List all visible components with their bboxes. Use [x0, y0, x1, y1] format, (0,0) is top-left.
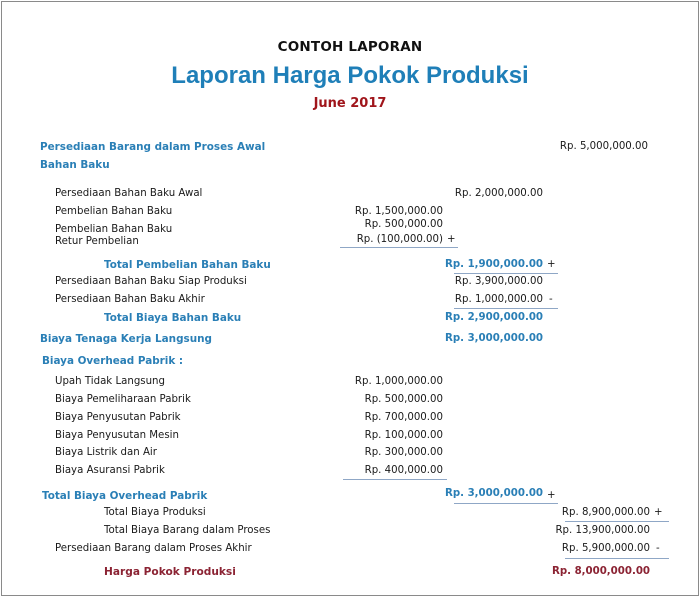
overhead-underline	[343, 479, 447, 480]
raw-begin-label: Persediaan Bahan Baku Awal	[55, 188, 203, 199]
raw-available-label: Persediaan Bahan Baku Siap Produksi	[55, 276, 247, 287]
total-production-underline	[565, 521, 669, 522]
total-overhead-underline	[454, 503, 558, 504]
raw-material-section: Bahan Baku	[40, 159, 110, 171]
total-production-amount: Rp. 8,900,000.00	[561, 507, 650, 518]
overhead-section: Biaya Overhead Pabrik :	[42, 355, 184, 367]
total-raw-label: Total Biaya Bahan Baku	[104, 312, 242, 324]
overhead-item-label: Biaya Pemeliharaan Pabrik	[55, 394, 191, 405]
total-overhead-operator: +	[547, 490, 556, 501]
total-purchase-amount: Rp. 1,900,000.00	[445, 259, 543, 270]
total-overhead-amount: Rp. 3,000,000.00	[445, 488, 543, 499]
raw-begin-amount: Rp. 2,000,000.00	[454, 188, 543, 199]
wip-begin-label: Persediaan Barang dalam Proses Awal	[40, 141, 266, 153]
overhead-item-amount: Rp. 700,000.00	[364, 412, 443, 423]
overhead-item-label: Biaya Penyusutan Mesin	[55, 430, 179, 441]
purchase-return-amount: Rp. (100,000.00)	[356, 234, 443, 245]
wip-end-label: Persediaan Barang dalam Proses Akhir	[55, 543, 252, 554]
total-purchase-operator: +	[547, 259, 556, 270]
purchase-underline	[340, 247, 458, 248]
total-production-label: Total Biaya Produksi	[104, 507, 206, 518]
purchase-2-label: Pembelian Bahan Baku	[55, 224, 173, 235]
total-raw-amount: Rp. 2,900,000.00	[445, 312, 543, 323]
raw-end-label: Persediaan Bahan Baku Akhir	[55, 294, 205, 305]
overhead-item-label: Biaya Asuransi Pabrik	[55, 465, 165, 476]
cogm-amount: Rp. 8,000,000.00	[552, 566, 650, 577]
wip-end-underline	[565, 558, 669, 559]
overhead-item-amount: Rp. 300,000.00	[364, 447, 443, 458]
raw-end-underline	[454, 308, 558, 309]
raw-end-operator: -	[549, 294, 553, 305]
overhead-item-amount: Rp. 1,000,000.00	[354, 376, 443, 387]
labor-label: Biaya Tenaga Kerja Langsung	[40, 333, 212, 345]
overhead-item-label: Biaya Listrik dan Air	[55, 447, 157, 458]
report-supertitle: CONTOH LAPORAN	[277, 39, 423, 55]
purchase-2-amount: Rp. 500,000.00	[364, 219, 443, 230]
total-wip-amount: Rp. 13,900,000.00	[555, 525, 650, 536]
cogm-label: Harga Pokok Produksi	[104, 566, 236, 578]
report-period: June 2017	[313, 96, 387, 111]
purchase-1-amount: Rp. 1,500,000.00	[354, 206, 443, 217]
wip-end-operator: -	[656, 543, 660, 554]
overhead-item-label: Biaya Penyusutan Pabrik	[55, 412, 181, 423]
purchase-1-label: Pembelian Bahan Baku	[55, 206, 173, 217]
total-production-operator: +	[654, 507, 663, 518]
raw-end-amount: Rp. 1,000,000.00	[454, 294, 543, 305]
overhead-item-amount: Rp. 500,000.00	[364, 394, 443, 405]
purchase-return-operator: +	[447, 234, 456, 245]
report-title: Laporan Harga Pokok Produksi	[171, 62, 529, 89]
wip-end-amount: Rp. 5,900,000.00	[561, 543, 650, 554]
purchase-return-label: Retur Pembelian	[55, 236, 139, 247]
labor-amount: Rp. 3,000,000.00	[445, 333, 543, 344]
total-purchase-label: Total Pembelian Bahan Baku	[104, 259, 271, 271]
total-purchase-underline	[454, 273, 558, 274]
total-overhead-label: Total Biaya Overhead Pabrik	[42, 490, 208, 502]
raw-available-amount: Rp. 3,900,000.00	[454, 276, 543, 287]
wip-begin-amount: Rp. 5,000,000.00	[559, 141, 648, 152]
overhead-item-amount: Rp. 100,000.00	[364, 430, 443, 441]
total-wip-label: Total Biaya Barang dalam Proses	[104, 525, 271, 536]
overhead-item-label: Upah Tidak Langsung	[55, 376, 165, 387]
overhead-item-amount: Rp. 400,000.00	[364, 465, 443, 476]
